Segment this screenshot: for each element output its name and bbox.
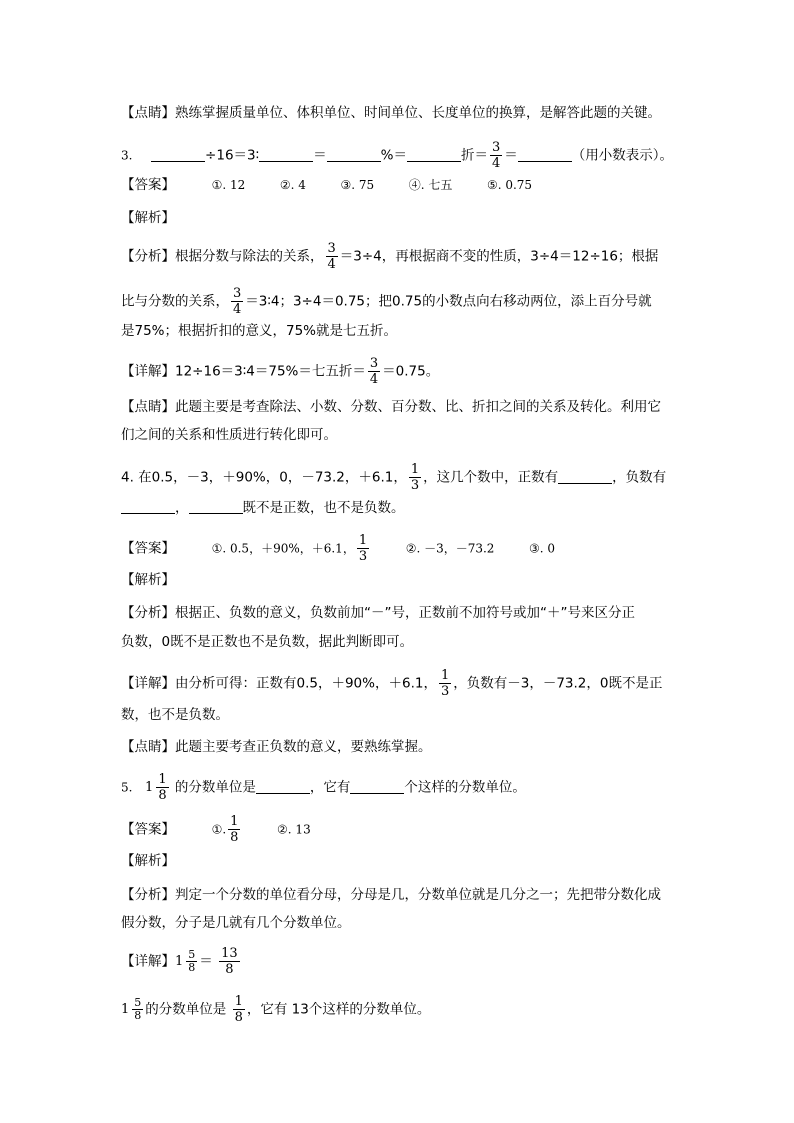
question-text: ，这几个数中，正数有 [423, 469, 559, 486]
answer-blank [558, 469, 612, 484]
equals-sign: ＝ [199, 953, 213, 970]
question-text: ， [175, 500, 189, 516]
q5-question [121, 772, 526, 803]
answer-1: ①. 0.5，＋90%，＋6.1， [211, 541, 355, 556]
answer-2: ②. 4 [279, 178, 306, 192]
fraction: $\frac{13}{8}$ [221, 946, 238, 977]
question-text: ，它有 [309, 779, 351, 796]
q3-jiexi: 【解析】 [121, 210, 175, 226]
mixed-number: 1 $\frac{1}{8}$ [145, 772, 167, 803]
detail-text: ，负数有－3，－73.2，0既不是正 [453, 675, 663, 692]
analysis-text: ＝3∶4；3÷4＝0.75；把0.75的小数点向右移动两位，添上百分号就 [245, 293, 652, 310]
q3-text-2: ＝ [313, 147, 327, 164]
question-text: 既不是正数，也不是负数。 [242, 500, 405, 516]
question-text: 的分数单位是 [174, 779, 256, 796]
q3-text-1: ÷16＝3∶ [205, 147, 260, 164]
q5-conclusion [121, 994, 430, 1025]
answer-1: ①. [211, 822, 227, 837]
q3-analysis-3: 是75%；根据折扣的意义，75%就是七五折。 [121, 323, 398, 339]
answer-1: ①. 12 [211, 178, 246, 192]
q4-jiexi: 【解析】 [121, 572, 175, 588]
answer-2: ②. －3，－73.2 [405, 541, 495, 556]
answer-label: 【答案】 [121, 177, 175, 193]
detail-text: 12÷16＝3∶4＝75%＝七五折＝ [175, 363, 366, 380]
q5-analysis-2: 假分数，分子是几就有几个分数单位。 [121, 915, 351, 931]
fraction: $\frac{3}{4}$ [233, 286, 242, 317]
detail-label: 【详解】 [121, 363, 175, 380]
q4-tip [121, 737, 432, 757]
tip-text: 熟练掌握质量单位、体积单位、时间单位、长度单位的换算，是解答此题的关键。 [175, 105, 661, 121]
answer-blank [259, 147, 313, 162]
tip-label: 【点睛】 [121, 399, 175, 415]
tip-label: 【点睛】 [121, 739, 175, 755]
question-number: 3. [121, 148, 133, 163]
tip-text: 此题主要考查正负数的意义，要熟练掌握。 [175, 739, 432, 755]
q4-analysis-1 [121, 603, 635, 623]
tip-text: 此题主要是考查除法、小数、分数、百分数、比、折扣之间的关系及转化。利用它 [175, 399, 661, 415]
detail-label: 【详解】 [121, 953, 175, 970]
answer-5: ⑤. 0.75 [486, 178, 533, 192]
q4-answer [121, 533, 555, 564]
q3-text-5: ＝ [504, 147, 518, 164]
fraction: $\frac{1}{8}$ [158, 772, 167, 803]
answer-label: 【答案】 [121, 821, 175, 838]
detail-label: 【详解】 [121, 675, 175, 692]
answer-blank [189, 499, 243, 514]
analysis-label: 【分析】 [121, 248, 175, 265]
answer-3: ③. 0 [529, 541, 556, 556]
fraction: $\frac{5}{8}$ [134, 996, 142, 1022]
q5-detail [121, 946, 242, 977]
q5-analysis-1 [121, 885, 661, 905]
fraction: $\frac{1}{8}$ [234, 994, 243, 1025]
detail-text: 由分析可得：正数有0.5，＋90%，＋6.1， [175, 675, 437, 692]
fraction: $\frac{1}{3}$ [410, 462, 420, 493]
answer-3: ③. 75 [340, 178, 375, 192]
q4-question-2 [121, 498, 405, 518]
fraction: $\frac{3}{4}$ [369, 356, 379, 387]
answer-blank [407, 147, 461, 162]
q3-analysis-2 [121, 286, 652, 317]
q3-text-4: 折＝ [460, 147, 488, 164]
question-text: ，负数有 [612, 469, 667, 486]
answer-blank [121, 499, 175, 514]
q2-tip-line [121, 103, 661, 123]
q4-detail-2: 数，也不是负数。 [121, 707, 229, 723]
answer-blank [327, 147, 381, 162]
question-number: 5. [121, 780, 133, 795]
analysis-text: 比与分数的关系， [121, 293, 229, 310]
mixed-number: 1 $\frac{5}{8}$ [175, 948, 196, 974]
answer-label: 【答案】 [121, 540, 175, 557]
q4-question-1 [121, 462, 666, 493]
conclusion-text: ，它有 13个这样的分数单位。 [246, 1001, 431, 1018]
q3-question [121, 140, 673, 171]
answer-2: ②. 13 [277, 822, 311, 837]
detail-text: ＝0.75。 [382, 363, 440, 380]
tip-label: 【点睛】 [121, 105, 175, 121]
analysis-label: 【分析】 [121, 605, 175, 621]
fraction: $\frac{3}{4}$ [491, 140, 501, 171]
mixed-number: 1 $\frac{5}{8}$ [121, 996, 142, 1022]
fraction: $\frac{1}{3}$ [358, 533, 368, 564]
analysis-text: 根据分数与除法的关系， [175, 248, 324, 265]
q3-answer [121, 175, 532, 195]
q5-jiexi: 【解析】 [121, 853, 175, 869]
q3-analysis-1 [121, 241, 658, 272]
fraction: $\frac{1}{8}$ [230, 814, 239, 845]
q4-analysis-2: 负数，0既不是正数也不是负数，据此判断即可。 [121, 634, 414, 650]
fraction: $\frac{5}{8}$ [188, 948, 196, 974]
q4-detail-1 [121, 668, 662, 699]
question-text: 4. 在0.5，－3，＋90%，0，－73.2，＋6.1， [121, 469, 407, 486]
q3-text-3: %＝ [380, 147, 407, 164]
fraction: $\frac{1}{3}$ [440, 668, 450, 699]
q3-text-6: （用小数表示）。 [571, 147, 673, 164]
q3-tip-2: 们之间的关系和性质进行转化即可。 [121, 427, 337, 443]
answer-4: ④. 七五 [408, 178, 453, 192]
q3-detail [121, 356, 439, 387]
question-text: 个这样的分数单位。 [404, 779, 526, 796]
analysis-label: 【分析】 [121, 887, 175, 903]
conclusion-text: 的分数单位是 [145, 1001, 227, 1018]
q3-tip-1 [121, 397, 661, 417]
answer-blank [518, 147, 572, 162]
analysis-text: ＝3÷4，再根据商不变的性质，3÷4＝12÷16；根据 [339, 248, 659, 265]
q5-answer [121, 814, 311, 845]
answer-blank [151, 147, 205, 162]
analysis-text: 根据正、负数的意义，负数前加“－”号，正数前不加符号或加“＋”号来区分正 [175, 605, 635, 621]
fraction: $\frac{3}{4}$ [327, 241, 336, 272]
analysis-text: 判定一个分数的单位看分母，分母是几，分数单位就是几分之一；先把带分数化成 [175, 887, 661, 903]
answer-blank [256, 779, 310, 794]
answer-blank [350, 779, 404, 794]
